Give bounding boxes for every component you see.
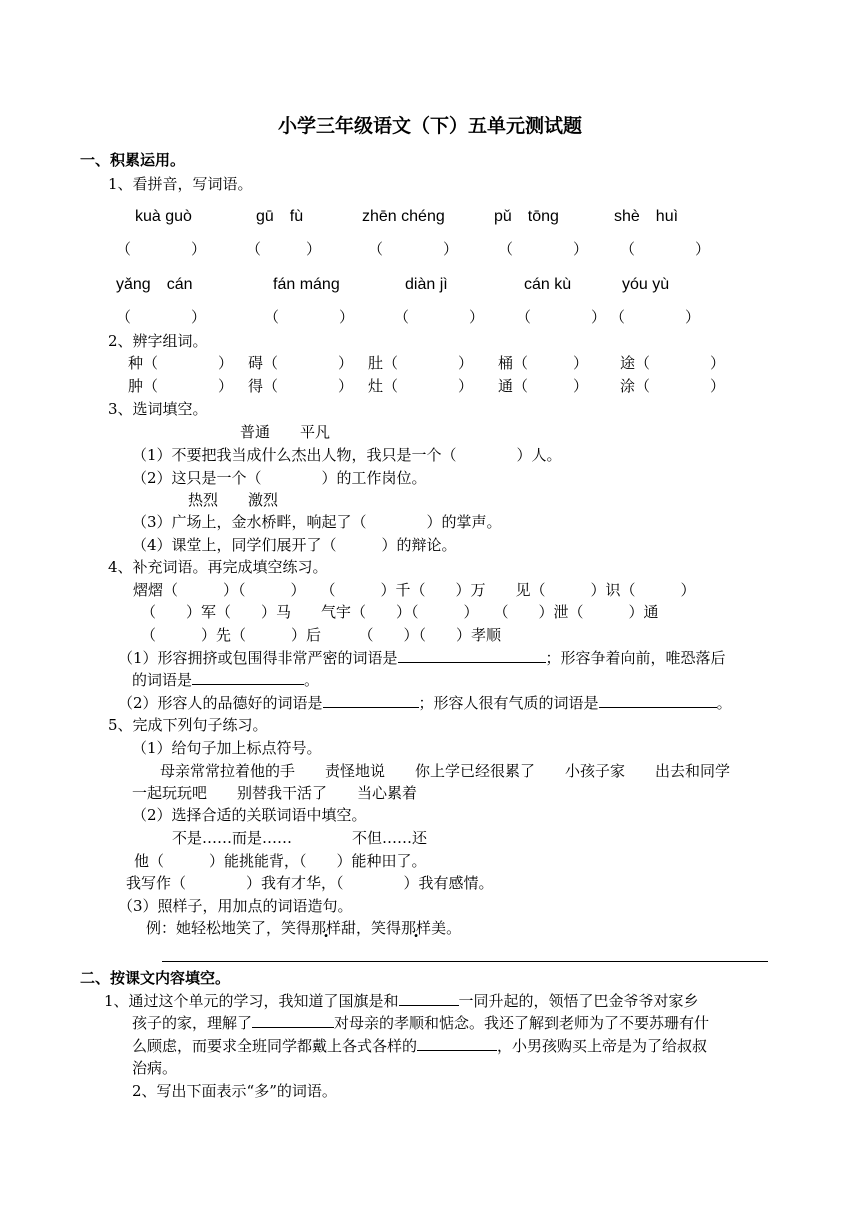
answer-bracket[interactable]: （ ） [394,308,485,326]
q4-fill-2: （2）形容人的品德好的词语是 ；形容人很有气质的词语是 。 [118,694,732,712]
s2-q1-line: 治病。 [132,1059,178,1077]
answer-bracket[interactable]: （ ） [116,308,207,326]
q1-label: 1、看拼音，写词语。 [108,175,253,193]
s2-q2-label: 2、写出下面表示“多”的词语。 [132,1082,337,1100]
char-item[interactable]: 途（ ） [620,354,726,372]
answer-bracket[interactable]: （ ） [116,240,207,258]
char-item[interactable]: 肚（ ） [368,354,474,372]
q3-sentence: （3）广场上，金水桥畔，响起了（ ）的掌声。 [132,513,502,531]
fill-blank[interactable] [252,1013,334,1028]
idiom-line: （ ）军（ ）马 气宇（ ）（ ） （ ）泄（ ）通 [141,603,659,621]
fill-blank[interactable] [398,648,546,663]
char-item[interactable]: 桶（ ） [498,354,589,372]
q3-sentence: （4）课堂上，同学们展开了（ ）的辩论。 [132,536,457,554]
word-choices: 热烈 激烈 [188,491,279,509]
idiom-line: 熠熠（ ）（ ） （ ）千（ ）万 见（ ）识（ ） [133,581,696,599]
char-item[interactable]: 种（ ） [128,354,234,372]
q5-sentence: 他（ ）能挑能背，（ ）能种田了。 [134,852,427,870]
char-item[interactable]: 得（ ） [248,377,354,395]
pinyin-item: diàn jì [405,276,448,293]
pinyin-item: yóu yù [622,276,670,293]
example-sentence: 例：她轻松地笑了，笑得那样甜，笑得那样美。 [146,919,462,937]
char-item[interactable]: 肿（ ） [128,377,234,395]
s2-q1-line: 么顾虑，而要求全班同学都戴上各式各样的 ，小男孩购买上帝是为了给叔叔 [132,1037,708,1055]
section-1-heading: 一、积累运用。 [80,151,186,169]
q5-part-2: （2）选择合适的关联词语中填空。 [132,806,367,824]
s2-q1-line: 1、通过这个单元的学习，我知道了国旗是和 一同升起的，领悟了巴金爷爷对家乡 [104,992,699,1010]
fill-blank[interactable] [192,670,304,685]
pinyin-item: gū fù [256,208,304,225]
q5-sentence: 我写作（ ）我有才华，（ ）我有感情。 [126,874,494,892]
answer-bracket[interactable]: （ ） [264,308,355,326]
answer-bracket[interactable]: （ ） [516,308,607,326]
char-item[interactable]: 灶（ ） [368,377,474,395]
q3-sentence: （2）这只是一个（ ）的工作岗位。 [132,469,427,487]
pinyin-item: fán máng [273,276,340,293]
q5-sentence: 母亲常常拉着他的手 责怪地说 你上学已经很累了 小孩子家 出去和同学 [160,762,731,780]
answer-line[interactable] [162,961,768,962]
page-title: 小学三年级语文（下）五单元测试题 [277,115,582,137]
answer-bracket[interactable]: （ ） [246,240,322,258]
fill-blank[interactable] [599,693,717,708]
q5-part-3: （3）照样子，用加点的词语造句。 [118,897,353,915]
q5-part-1: （1）给句子加上标点符号。 [132,739,322,757]
char-item[interactable]: 通（ ） [498,377,589,395]
q2-label: 2、辨字组词。 [108,332,208,350]
char-item[interactable]: 碍（ ） [248,354,354,372]
q3-sentence: （1）不要把我当成什么杰出人物，我只是一个（ ）人。 [132,446,562,464]
answer-bracket[interactable]: （ ） [368,240,459,258]
conjunction-choices: 不是……而是…… 不但……还 [172,829,428,847]
fill-blank[interactable] [399,991,459,1006]
fill-blank[interactable] [323,693,419,708]
q5-label: 5、完成下列句子练习。 [108,716,268,734]
pinyin-item: zhēn chéng [362,208,445,225]
pinyin-item: yǎng cán [116,276,193,293]
char-item[interactable]: 涂（ ） [620,377,726,395]
q4-label: 4、补充词语。再完成填空练习。 [108,558,328,576]
answer-bracket[interactable]: （ ） [610,308,701,326]
word-choices: 普通 平凡 [240,423,331,441]
pinyin-item: kuà guò [135,208,192,225]
pinyin-item: pǔ tōng [494,208,559,225]
answer-bracket[interactable]: （ ） [620,240,711,258]
q3-label: 3、选词填空。 [108,400,208,418]
q4-fill-1-cont: 的词语是 。 [132,671,320,689]
q4-fill-1: （1）形容拥挤或包围得非常严密的词语是 ；形容争着向前，唯恐落后 [118,649,726,667]
section-2-heading: 二、按课文内容填空。 [80,969,231,987]
idiom-line: （ ）先（ ）后 （ ）（ ）孝顺 [141,626,502,644]
fill-blank[interactable] [417,1036,497,1051]
pinyin-item: shè huì [614,208,679,225]
pinyin-item: cán kù [524,276,572,293]
answer-bracket[interactable]: （ ） [498,240,589,258]
q5-sentence: 一起玩玩吧 别替我干活了 当心累着 [132,784,418,802]
s2-q1-line: 孩子的家，理解了 对母亲的孝顺和惦念。我还了解到老师为了不要苏珊有什 [132,1014,710,1032]
